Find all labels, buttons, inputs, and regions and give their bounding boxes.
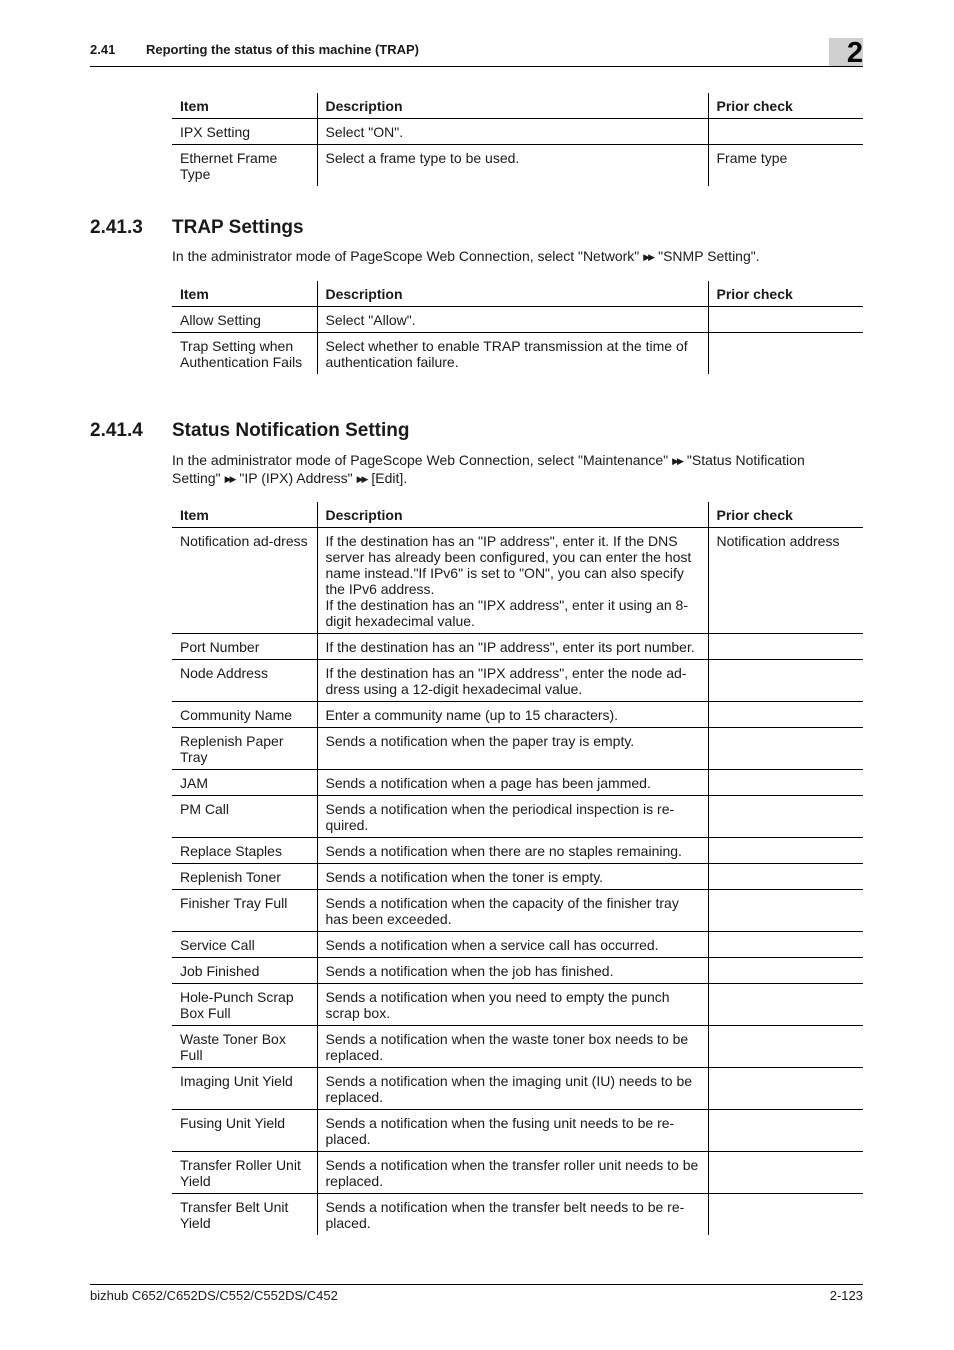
status-intro: [172, 452, 862, 488]
cell-prior-check: [708, 333, 863, 375]
table-row: [172, 1110, 863, 1152]
intro-text: In the administrator mode of PageScope Web Connection, select "Maintenance": [172, 452, 669, 468]
status-notification-table: [172, 502, 863, 1235]
cell-description: Enter a community name (up to 15 characters).: [317, 702, 708, 728]
intro-text: "IP (IPX) Address": [239, 470, 353, 486]
cell-prior-check: Notification address: [708, 528, 863, 634]
cell-prior-check: [708, 1194, 863, 1236]
header-title: Reporting the status of this machine (TRAP): [146, 42, 420, 57]
ipx-settings-table: [172, 93, 863, 186]
cell-prior-check: [708, 1026, 863, 1068]
cell-item: JAM: [172, 770, 317, 796]
table-row: [172, 1068, 863, 1110]
cell-item: IPX Setting: [172, 119, 317, 145]
cell-description: If the destination has an "IP address", enter it. If the DNS server has already been configured, you can enter the host name instead."If IPv6" is set to "ON", you can also specify the IPv6 address. If the destination has an "IPX address", enter it using an 8-digit hexadecimal value.: [317, 528, 708, 634]
cell-item: Waste Toner Box Full: [172, 1026, 317, 1068]
chapter-tab: [829, 37, 863, 69]
cell-item: Service Call: [172, 932, 317, 958]
cell-prior-check: [708, 770, 863, 796]
cell-item: Job Finished: [172, 958, 317, 984]
cell-item: Fusing Unit Yield: [172, 1110, 317, 1152]
cell-prior-check: [708, 702, 863, 728]
section-heading-status-notification: [90, 420, 410, 442]
cell-prior-check: [708, 634, 863, 660]
table-row: [172, 660, 863, 702]
col-header-prior-check: Prior check: [708, 93, 863, 119]
cell-description: Select a frame type to be used.: [317, 145, 708, 187]
trap-intro: [172, 248, 862, 266]
cell-item: Replenish Paper Tray: [172, 728, 317, 770]
cell-description: Sends a notification when you need to empty the punch scrap box.: [317, 984, 708, 1026]
cell-item: Community Name: [172, 702, 317, 728]
cell-prior-check: [708, 660, 863, 702]
table-row: [172, 838, 863, 864]
section-heading-trap: [90, 217, 304, 239]
page-footer: [90, 1284, 863, 1303]
table-row: [172, 1152, 863, 1194]
arrow-icon: ▶▶: [224, 474, 235, 484]
cell-item: Imaging Unit Yield: [172, 1068, 317, 1110]
cell-description: Sends a notification when the toner is empty.: [317, 864, 708, 890]
cell-item: Replace Staples: [172, 838, 317, 864]
arrow-icon: ▶▶: [672, 456, 682, 466]
table-row: [172, 1194, 863, 1236]
col-header-item: Item: [172, 93, 317, 119]
table-header-row: [172, 93, 863, 119]
col-header-item: Item: [172, 502, 317, 528]
cell-item: Ethernet Frame Type: [180, 150, 278, 182]
section-title: Status Notification Setting: [172, 420, 410, 441]
cell-item: Hole-Punch Scrap Box Full: [172, 984, 317, 1026]
col-header-item: Item: [172, 281, 317, 307]
cell-item: Port Number: [172, 634, 317, 660]
cell-prior-check: [708, 864, 863, 890]
chapter-number: 2: [846, 37, 863, 69]
arrow-icon: ▶▶: [356, 474, 367, 484]
cell-description: Sends a notification when the transfer roller unit needs to be replaced.: [317, 1152, 708, 1194]
table-row: [172, 145, 863, 187]
table-row: [172, 528, 863, 634]
running-header: [90, 42, 863, 67]
col-header-description: Description: [317, 93, 708, 119]
section-number: 2.41.4: [90, 420, 143, 441]
table-row: [172, 702, 863, 728]
table-row: [172, 796, 863, 838]
arrow-icon: ▶▶: [643, 252, 654, 262]
cell-item: Replenish Toner: [172, 864, 317, 890]
col-header-description: Description: [317, 502, 708, 528]
table-row: [172, 984, 863, 1026]
table-row: [172, 1026, 863, 1068]
cell-item: Transfer Roller Unit Yield: [172, 1152, 317, 1194]
cell-description: Sends a notification when the waste toner box needs to be replaced.: [317, 1026, 708, 1068]
cell-prior-check: [708, 984, 863, 1026]
cell-description: Sends a notification when the imaging unit (IU) needs to be replaced.: [317, 1068, 708, 1110]
cell-item: Finisher Tray Full: [172, 890, 317, 932]
cell-description: Sends a notification when a service call has occurred.: [317, 932, 708, 958]
cell-prior-check: [708, 932, 863, 958]
table-row: [172, 307, 863, 333]
cell-prior-check: [708, 1068, 863, 1110]
cell-description: Sends a notification when the job has finished.: [317, 958, 708, 984]
table-row: [172, 864, 863, 890]
intro-text: "SNMP Setting".: [658, 248, 760, 264]
footer-model: bizhub C652/C652DS/C552/C552DS/C452: [90, 1288, 338, 1303]
cell-prior-check: [708, 796, 863, 838]
cell-description: Sends a notification when the paper tray is empty.: [317, 728, 708, 770]
cell-description: Sends a notification when the fusing unit needs to be re-placed.: [317, 1110, 708, 1152]
section-number: 2.41.3: [90, 217, 143, 238]
cell-prior-check: [708, 890, 863, 932]
cell-prior-check: [708, 838, 863, 864]
table-row: [172, 770, 863, 796]
cell-description: Sends a notification when the capacity of the finisher tray has been exceeded.: [317, 890, 708, 932]
col-header-prior-check: Prior check: [708, 281, 863, 307]
cell-description: Sends a notification when there are no staples remaining.: [317, 838, 708, 864]
cell-prior-check: [708, 1110, 863, 1152]
intro-text: "Status Notification Setting": [172, 452, 805, 486]
table-row: [172, 890, 863, 932]
cell-description: If the destination has an "IPX address", enter the node ad-dress using a 12-digit hexadecimal value.: [317, 660, 708, 702]
cell-item: Allow Setting: [172, 307, 317, 333]
header-section-number: 2.41: [90, 42, 116, 57]
cell-prior-check: [708, 958, 863, 984]
cell-description: Select "Allow".: [317, 307, 708, 333]
table-row: [172, 728, 863, 770]
cell-item: Trap Setting when Authentication Fails: [180, 338, 303, 370]
table-row: [172, 333, 863, 375]
trap-settings-table: [172, 281, 863, 374]
col-header-description: Description: [317, 281, 708, 307]
cell-prior-check: Frame type: [708, 145, 863, 187]
table-header-row: [172, 502, 863, 528]
footer-page-number: 2-123: [829, 1288, 863, 1303]
table-row: [172, 958, 863, 984]
cell-description: Select whether to enable TRAP transmission at the time of authentication failure.: [317, 333, 708, 375]
cell-description: Sends a notification when a page has been jammed.: [317, 770, 708, 796]
cell-item: Node Address: [172, 660, 317, 702]
intro-text: In the administrator mode of PageScope Web Connection, select "Network": [172, 248, 640, 264]
section-title: TRAP Settings: [172, 217, 304, 238]
cell-prior-check: [708, 307, 863, 333]
cell-item: PM Call: [172, 796, 317, 838]
cell-prior-check: [708, 119, 863, 145]
table-row: [172, 119, 863, 145]
table-row: [172, 932, 863, 958]
cell-prior-check: [708, 728, 863, 770]
cell-description: If the destination has an "IP address", enter its port number.: [317, 634, 708, 660]
cell-description: Sends a notification when the periodical inspection is re-quired.: [317, 796, 708, 838]
table-header-row: [172, 281, 863, 307]
cell-item: Notification ad-dress: [172, 528, 317, 634]
cell-prior-check: [708, 1152, 863, 1194]
intro-text: [Edit].: [371, 470, 408, 486]
cell-description: Select "ON".: [317, 119, 708, 145]
cell-description: Sends a notification when the transfer belt needs to be re-placed.: [317, 1194, 708, 1236]
cell-item: Transfer Belt Unit Yield: [180, 1199, 289, 1231]
col-header-prior-check: Prior check: [708, 502, 863, 528]
table-row: [172, 634, 863, 660]
